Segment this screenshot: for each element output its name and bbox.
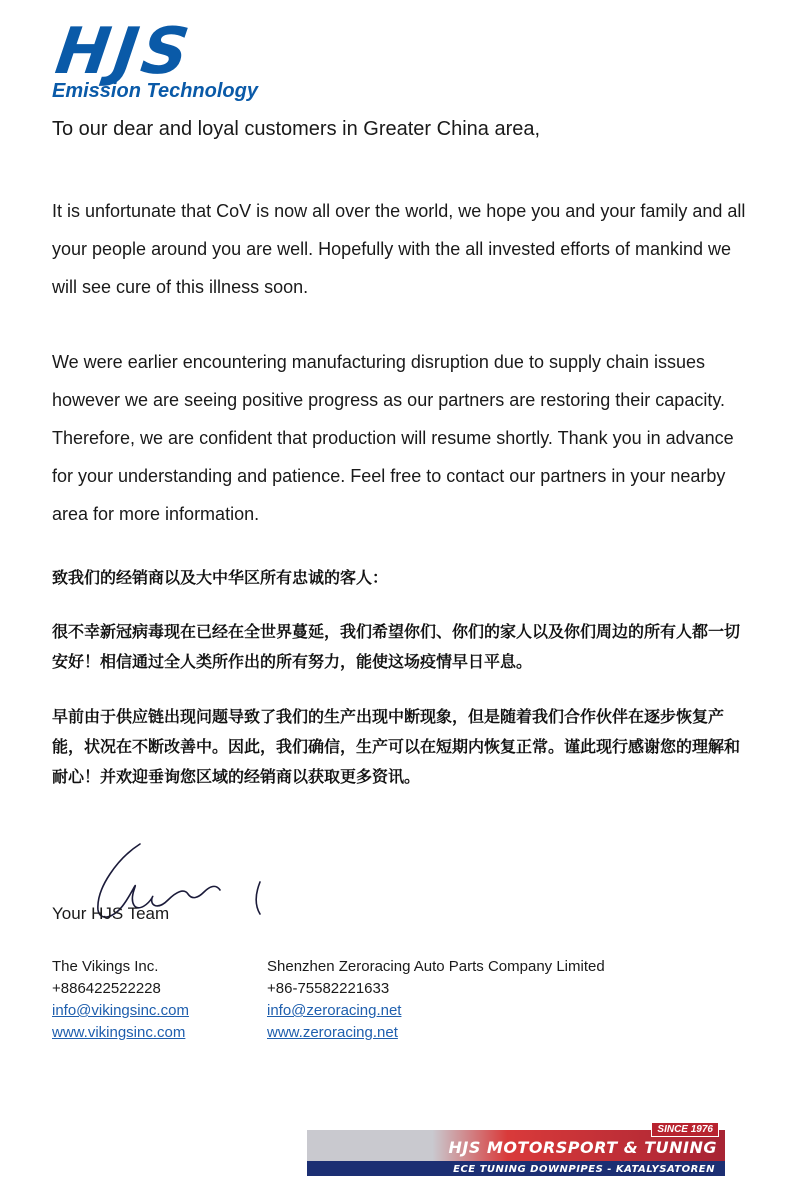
banner-subtitle: ECE TUNING DOWNPIPES - KATALYSATOREN bbox=[453, 1164, 715, 1175]
chinese-paragraph-2: 早前由于供应链出现问题导致了我们的生产出现中断现象，但是随着我们合作伙伴在逐步恢复产能，状况在不断改善中。因此，我们确信，生产可以在短期内恢复正常。谨此现行感谢您的理解和耐心！并欢迎垂询您区域的经销商以获取更多资讯。 bbox=[52, 707, 741, 786]
motorsport-banner bbox=[307, 1124, 725, 1176]
chinese-paragraph-1: 很不幸新冠病毒现在已经在全世界蔓延，我们希望你们、你们的家人以及你们周边的所有人都一切安好！相信通过全人类所作出的所有努力，能使这场疫情早日平息。 bbox=[52, 622, 741, 671]
hjs-logo bbox=[51, 15, 282, 103]
logo-mark: HJS bbox=[51, 15, 198, 89]
signoff: Your HJS Team bbox=[52, 904, 170, 923]
phone-number: +886422522228 bbox=[52, 980, 161, 997]
logo-subtitle: Emission Technology bbox=[52, 80, 258, 102]
banner-strip bbox=[307, 1161, 725, 1176]
phone-number: +86-75582221633 bbox=[267, 980, 390, 997]
banner-title: HJS MOTORSPORT & TUNING bbox=[448, 1138, 717, 1157]
banner-since-badge: SINCE 1976 bbox=[651, 1122, 719, 1137]
contact-vikings bbox=[52, 956, 189, 1044]
letter-greeting: To our dear and loyal customers in Greater China area, bbox=[52, 118, 541, 140]
website-link[interactable]: www.zeroracing.net bbox=[267, 1024, 398, 1041]
company-name: Shenzhen Zeroracing Auto Parts Company Limited bbox=[267, 958, 605, 975]
letter-paragraph-2: We were earlier encountering manufacturing disruption due to supply chain issues however we are seeing positive progress as our partners are restoring their capacity. Therefore, we are confident that production will resume shortly. Thank you in advance for your understanding and patience. Feel free to contact our partners in your nearby area for more information. bbox=[52, 352, 734, 524]
website-link[interactable]: www.vikingsinc.com bbox=[52, 1024, 186, 1041]
email-link[interactable]: info@zeroracing.net bbox=[267, 1002, 402, 1019]
contact-zeroracing bbox=[267, 956, 605, 1044]
letter-paragraph-1: It is unfortunate that CoV is now all over the world, we hope you and your family and all your people around you are well. Hopefully with the all invested efforts of mankind we will see cure of this illness soon. bbox=[52, 201, 746, 297]
chinese-greeting: 致我们的经销商以及大中华区所有忠诚的客人： bbox=[52, 568, 389, 587]
company-name: The Vikings Inc. bbox=[52, 958, 159, 975]
email-link[interactable]: info@vikingsinc.com bbox=[52, 1002, 189, 1019]
